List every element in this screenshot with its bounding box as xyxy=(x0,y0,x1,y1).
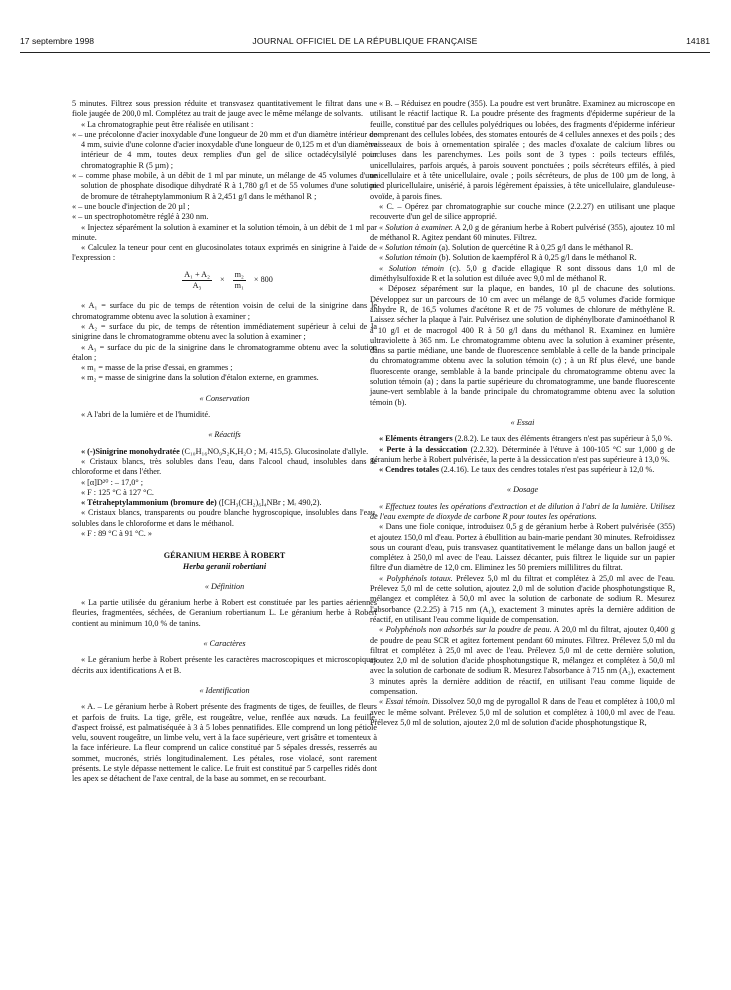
term: « Cendres totales xyxy=(379,465,439,475)
paragraph: « La partie utilisée du géranium herbe à Robert est constituée par les parties aériennes fleuries, fragmentées, séchées, de Geranium robertianum L. Le géranium herbe à Robert contient au minimum 10,0 % de tanins. xyxy=(72,598,377,628)
subheading: « Solution témoin xyxy=(379,263,444,273)
formula-operator: × 800 xyxy=(253,275,273,285)
paragraph: « [α]D²⁰ : – 17,0° ; xyxy=(81,477,143,487)
section-heading: « Conservation xyxy=(199,393,250,403)
paragraph: « La chromatographie peut être réalisée en utilisant : xyxy=(81,119,254,129)
header-page-number: 14181 xyxy=(686,36,710,46)
paragraph: « Tétraheptylammonium (bromure de) ([CH₃(CH₂)₆]₄NBr ; Mᵣ 490,2). xyxy=(81,498,322,508)
paragraph: « Cristaux blancs, très solubles dans l'eau, dans l'alcool chaud, insolubles dans le chloroforme et dans l'éther. xyxy=(72,456,377,477)
paragraph: « Solution témoin (c). 5,0 g d'acide ellagique R sont dissous dans 1,0 ml de diméthylsulfoxide R et la solution est diluée avec 9,0 ml de méthanol R. xyxy=(370,263,675,284)
paragraph: « B. – Réduisez en poudre (355). La poudre est vert brunâtre. Examinez au microscope en utilisant le réactif lactique R. La poudre présente des fragments d'épiderme supérieur de la feuille, constitué par des cellules polyédriques ou lobées, des fragments d'épiderme inférieur comprenant des cellules lobées, des stomates entourés de 4 cellules annexes et des poils ; des vaisseaux de bois à ornementation spiralée ; des macles d'oxalate de calcium libres ou incluses dans les parenchymes. Les poils sont de 3 types : poils tecteurs effilés, unicellulaires, parfois arqués, à parois souvent ponctuées ; poils sécréteurs effilés, à pied unicellulaire et à tête unicellulaire, ovale ; poils sécréteurs, de plus de 100 µm de long, à pied pluricellulaire, unisérié, à parois légèrement épaissies, à tête unicellulaire, glanduleuse-ovoïde, à parois fines. xyxy=(370,99,675,201)
paragraph: « Injectez séparément la solution à examiner et la solution témoin, à un débit de 1 ml par minute. xyxy=(72,222,377,242)
page-header xyxy=(20,36,710,52)
term: « (-)Sinigrine monohydratée xyxy=(81,446,180,456)
paragraph: « Essai témoin. Dissolvez 50,0 mg de pyrogallol R dans de l'eau et complétez à 100,0 ml avec le même solvant. Prélevez 5,0 ml de solution et complétez à 100,0 ml avec de l'eau. Prélevez 5,0 ml de solution, ajoutez 2,0 ml de solution d'acide phosphotungstique R, xyxy=(370,697,675,727)
paragraph: « m₁ = masse de la prise d'essai, en grammes ; xyxy=(81,363,233,373)
paragraph: « Solution à examiner. A 2,0 g de géranium herbe à Robert pulvérisé (355), ajoutez 10 ml de méthanol R. Agitez pendant 60 minutes. Filtrez. xyxy=(370,222,675,242)
paragraph: « Polyphénols totaux. Prélevez 5,0 ml du filtrat et complétez à 25,0 ml avec de l'eau. Prélevez 5,0 ml de cette solution, ajoutez 2,0 ml de solution d'acide phosphotungstique R, mélangez et complétez à 50,0 ml avec la solution de carbonate de sodium R. Mesurez l'absorbance (2.2.25) à 715 nm (A₁), exactement 3 minutes après la dernière addition de réactif, en utilisant l'eau comme liquide de compensation. xyxy=(370,573,675,624)
subheading: « Essai témoin. xyxy=(379,697,430,707)
list-item: « – une précolonne d'acier inoxydable d'une longueur de 20 mm et d'un diamètre intérieur de 4 mm, suivie d'une colonne d'acier inoxydable d'une longueur de 0,125 m et d'un diamètre intérieur de 4 mm, toutes deux remplies d'un gel de silice octadécylsilylé pour chromatographie R (5 µm) ; xyxy=(72,129,377,170)
paragraph: « Le géranium herbe à Robert présente les caractères macroscopiques et microscopiques décrits aux identifications A et B. xyxy=(72,655,377,675)
paragraph: « Déposez séparément sur la plaque, en bandes, 10 µl de chacune des solutions. Développez sur un parcours de 10 cm avec un mélange de 8,5 volumes d'acide formique anhydre R, de 16,5 volumes d'acétone R et de 75 volumes de chlorure de méthylène R. Laissez sécher la plaque à l'air. Pulvérisez une solution de diphénylborate d'aminoéthanol R à 10 g/l et de macrogol 400 R à 50 g/l dans du méthanol R. Examinez en lumière ultraviolette à 365 nm. Le chromatogramme obtenu avec la solution à examiner présente, dans sa partie médiane, une bande de fluorescence semblable à celle de la bande principale du chromatogramme obtenu avec la solution témoin (c) ; à un Rf plus élevé, une bande fluorescente orange, semblable à la bande principale du chromatogramme obtenu avec la solution témoin (a) ; dans la partie supérieure du chromatogramme, une bande fluorescente jaune-vert semblable à la bande principale du chromatogramme obtenu avec la solution témoin (b). xyxy=(370,284,675,407)
formula-numerator: m₂ xyxy=(233,270,246,281)
paragraph: « A₂ = surface du pic, de temps de rétention immédiatement supérieur à celui de la sinigrine dans le chromatogramme obtenu avec la solution à examiner ; xyxy=(72,321,377,342)
subheading: « Solution témoin xyxy=(379,243,437,253)
subheading: « Solution à examiner. xyxy=(379,222,453,232)
paragraph: « A₁ = surface du pic de temps de rétention voisin de celui de la sinigrine dans le chromatogramme obtenu avec la solution à examiner ; xyxy=(72,301,377,321)
paragraph: « m₂ = masse de sinigrine dans la solution d'étalon externe, en grammes. xyxy=(81,373,319,383)
paragraph: « Solution témoin (b). Solution de kaempférol R à 0,25 g/l dans le méthanol R. xyxy=(379,253,637,263)
section-heading: « Essai xyxy=(510,417,535,427)
header-rule xyxy=(20,52,710,53)
paragraph: « C. – Opérez par chromatographie sur couche mince (2.2.27) en utilisant une plaque recouverte d'un gel de silice approprié. xyxy=(370,201,675,222)
term: « Perte à la dessiccation xyxy=(379,444,468,454)
formula-denominator: m₁ xyxy=(234,281,244,291)
header-journal-title: JOURNAL OFFICIEL DE LA RÉPUBLIQUE FRANÇAISE xyxy=(252,36,478,46)
term: « Tétraheptylammonium (bromure de) xyxy=(81,498,217,508)
paragraph: « Dans une fiole conique, introduisez 0,5 g de géranium herbe à Robert pulvérisée (355) et ajoutez 150,0 ml d'eau. Portez à ébullition au bain-marie pendant 30 minutes. Refroidissez sous un courant d'eau, puis transvasez quantitativement le mélange dans un ballon jaugé et complétez à 250,0 ml avec de l'eau. Laissez décanter, puis filtrez le liquide sur un papier filtre d'un diamètre de 12,0 cm. Eliminez les 50 premiers millilitres du filtrat. xyxy=(370,522,675,573)
paragraph: « Cendres totales (2.4.16). Le taux des cendres totales n'est pas supérieur à 12,0 %. xyxy=(379,465,655,475)
paragraph: « Cristaux blancs, transparents ou poudre blanche hygroscopique, insolubles dans l'eau, solubles dans le chloroforme et dans le méthanol. xyxy=(72,508,377,528)
list-item: « – une boucle d'injection de 20 µl ; xyxy=(72,201,190,211)
section-heading: « Identification xyxy=(199,685,250,695)
monograph-title: GÉRANIUM HERBE À ROBERT xyxy=(163,551,286,561)
paragraph: « Effectuez toutes les opérations d'extraction et de dilution à l'abri de la lumière. Utilisez de l'eau exempte de dioxyde de carbone R pour toutes les opérations. xyxy=(370,501,675,521)
right-column xyxy=(370,99,675,728)
formula-numerator: A₁ + A₂ xyxy=(182,270,212,281)
paragraph: « F : 89 °C à 91 °C. » xyxy=(81,528,152,538)
formula-operator: × xyxy=(219,275,225,285)
paragraph: 5 minutes. Filtrez sous pression réduite et transvasez quantitativement le filtrat dans une fiole jaugée de 200,0 ml. Complétez au trait de jauge avec le même mélange de solvants. xyxy=(72,99,377,119)
list-item: « – un spectrophotomètre réglé à 230 nm. xyxy=(72,212,209,222)
left-column xyxy=(72,99,377,785)
paragraph: « A. – Le géranium herbe à Robert présente des fragments de tiges, de feuilles, de fleurs et parfois de fruits. La tige, grêle, est rougeâtre, velue, renflée aux nœuds. La feuille, d'aspect froissé, est palmatiséquée à 3 à 5 lobes pennatifides. Elle comprend un long pétiole velu, souvent rougeâtre, un limbe velu, vert à la face supérieure, vert grisâtre et tomenteux à la face inférieure. La fleur comprend un calice constitué par 5 sépales dressés, resserrés au sommet, mucronés, striés longitudinalement. Les pétales, rose violacé, sont rarement présents. Le style dépasse nettement le calice. Le fruit est constitué par 5 carpelles ridés dont les apex se détachent de l'axe central, de la base au sommet, en se recourbant. xyxy=(72,702,377,784)
section-heading: « Définition xyxy=(204,581,245,591)
section-heading: « Réactifs xyxy=(208,430,241,440)
paragraph: « Solution témoin (a). Solution de quercétine R à 0,25 g/l dans le méthanol R. xyxy=(379,243,633,253)
subheading: « Polyphénols totaux. xyxy=(379,573,453,583)
paragraph: « Eléments étrangers (2.8.2). Le taux des éléments étrangers n'est pas supérieur à 5,0 %. xyxy=(379,434,673,444)
section-heading: « Caractères xyxy=(203,639,246,649)
paragraph: « Calculez la teneur pour cent en glucosinolates totaux exprimés en sinigrine à l'aide de l'expression : xyxy=(72,243,377,263)
formula xyxy=(72,270,377,292)
paragraph: « (-)Sinigrine monohydratée (C₁₀H₁₆NO₉S₂K,H₂O ; Mᵣ 415,5). Glucosinolate d'allyle. xyxy=(81,446,369,456)
term: « Eléments étrangers xyxy=(379,434,453,444)
paragraph: « F : 125 °C à 127 °C. xyxy=(81,487,154,497)
subheading: « Polyphénols non adsorbés sur la poudre de peau. xyxy=(379,625,552,635)
paragraph: « Polyphénols non adsorbés sur la poudre de peau. A 20,0 ml du filtrat, ajoutez 0,400 g de poudre de peau SCR et agitez fortement pendant 60 minutes. Filtrez. Prélevez 5,0 ml du filtrat et complétez à 25,0 ml avec de l'eau. Prélevez 5,0 ml de cette dernière solution, ajoutez 2,0 ml de solution d'acide phosphotungstique R, mélangez et complétez à 50,0 ml avec la solution de carbonate de sodium R. Mesurez l'absorbance à 715 nm (A₂), exactement 3 minutes après la dernière addition de réactif, en utilisant l'eau comme liquide de compensation. xyxy=(370,625,675,697)
paragraph: « Perte à la dessiccation (2.2.32). Déterminée à l'étuve à 100-105 °C sur 1,000 g de géranium herbe à Robert pulvérisée, la perte à la dessiccation n'est pas supérieure à 13,0 %. xyxy=(370,444,675,464)
monograph-latin-title: Herba geranii robertiani xyxy=(182,561,267,571)
list-item: « – comme phase mobile, à un débit de 1 ml par minute, un mélange de 45 volumes d'une solution de phosphate disodique dihydraté R à 1,780 g/l et de 55 volumes d'une solution de bromure de tétraheptylammonium R à 2,451 g/l dans le méthanol R ; xyxy=(72,171,377,201)
section-heading: « Dosage xyxy=(506,485,539,495)
paragraph: « A l'abri de la lumière et de l'humidité. xyxy=(81,410,211,420)
subheading: « Solution témoin xyxy=(379,253,437,263)
formula-denominator: A₃ xyxy=(192,281,202,291)
header-date: 17 septembre 1998 xyxy=(20,36,95,46)
paragraph: « A₃ = surface du pic de la sinigrine dans le chromatogramme obtenu avec la solution étalon ; xyxy=(72,342,377,362)
